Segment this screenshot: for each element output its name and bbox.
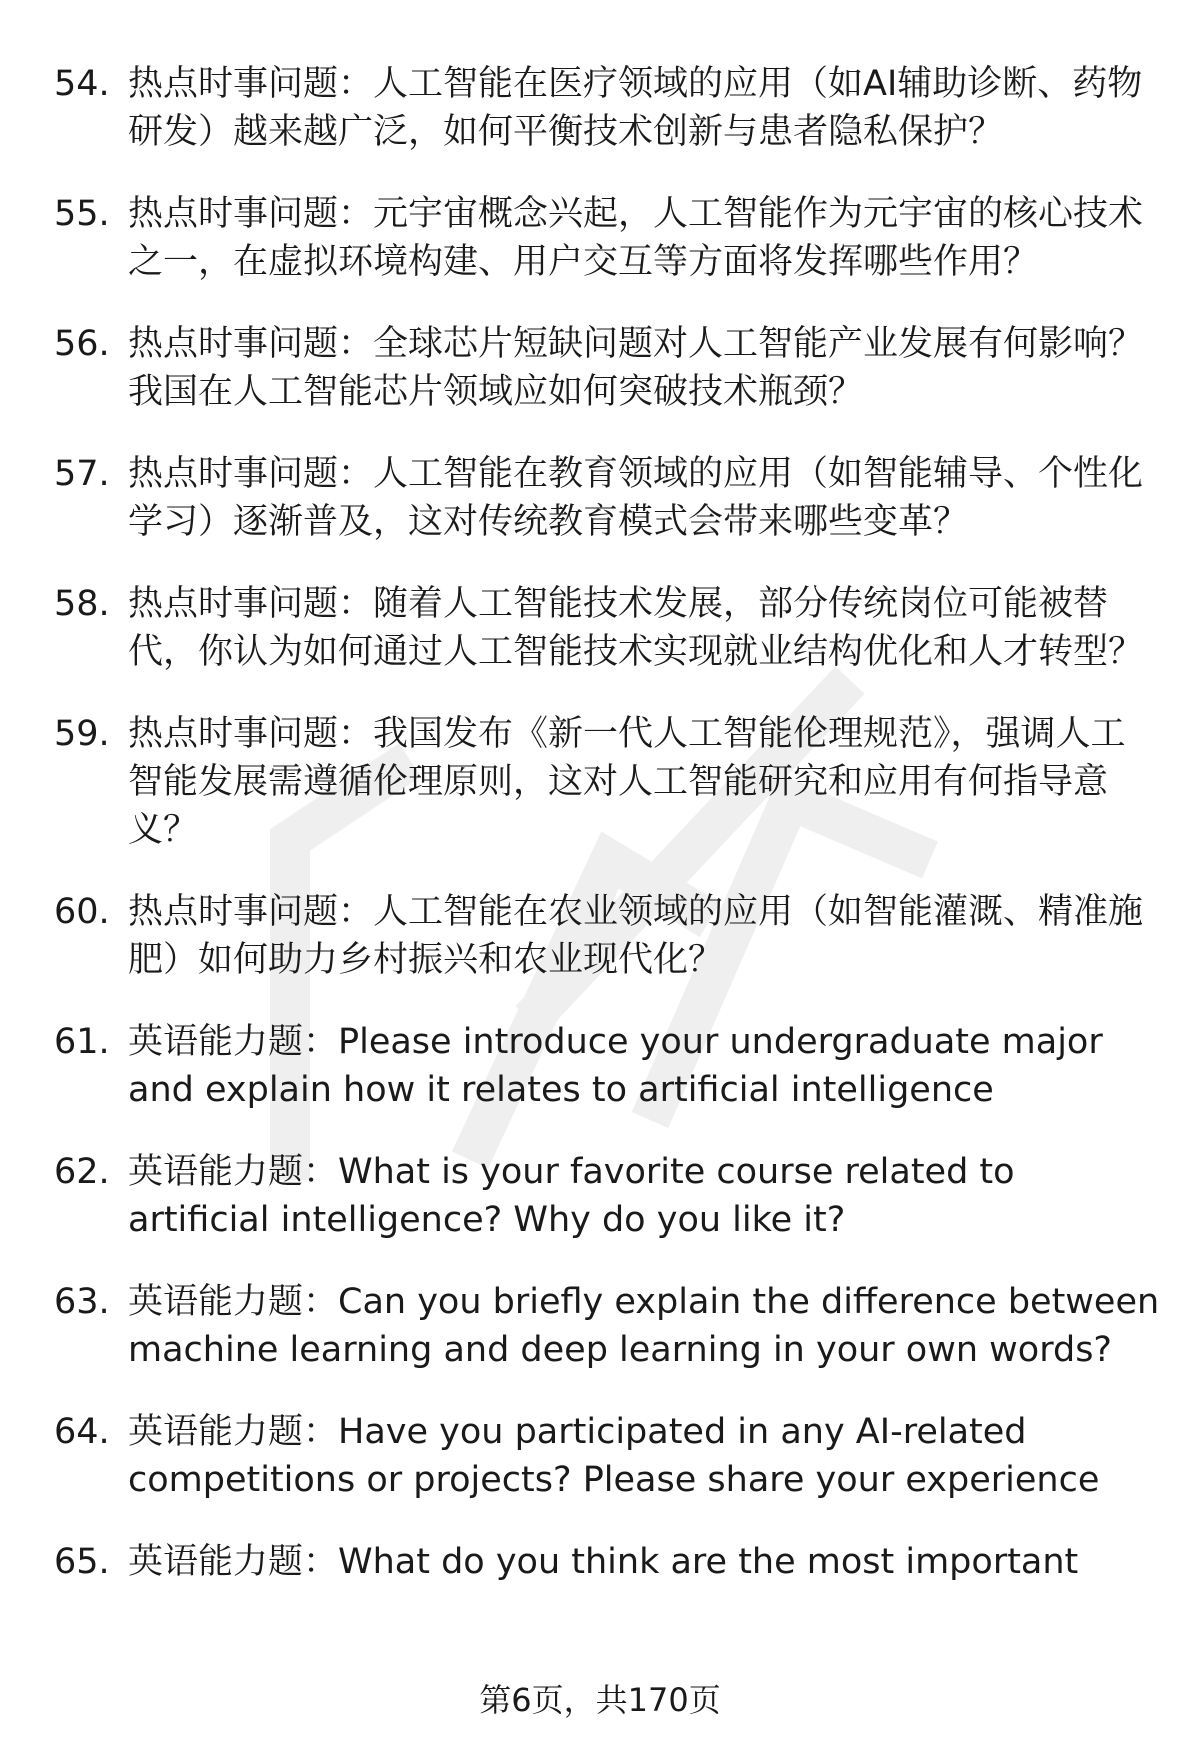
question-item bbox=[0, 450, 1200, 546]
question-text: 热点时事问题：人工智能在农业领域的应用（如智能灌溉、精准施肥）如何助力乡村振兴和农业现代化？ bbox=[128, 892, 1144, 980]
question-item bbox=[0, 1278, 1200, 1374]
question-text: 热点时事问题：人工智能在教育领域的应用（如智能辅导、个性化学习）逐渐普及，这对传统教育模式会带来哪些变革？ bbox=[128, 454, 1144, 542]
page-number-label: 第6页，共170页 bbox=[479, 1681, 721, 1719]
question-list bbox=[0, 60, 1200, 1586]
question-text: 热点时事问题：全球芯片短缺问题对人工智能产业发展有何影响？我国在人工智能芯片领域应如何突破技术瓶颈？ bbox=[128, 324, 1144, 412]
question-number: 62. bbox=[54, 1152, 110, 1192]
question-text: 英语能力题：What do you think are the most important bbox=[128, 1542, 1079, 1582]
question-text: 英语能力题：Can you briefly explain the difference between machine learning and deep learning in your own words? bbox=[128, 1282, 1160, 1370]
question-number: 57. bbox=[54, 454, 110, 494]
question-number: 61. bbox=[54, 1022, 110, 1062]
question-number: 64. bbox=[54, 1412, 110, 1452]
question-text: 热点时事问题：我国发布《新一代人工智能伦理规范》，强调人工智能发展需遵循伦理原则，这对人工智能研究和应用有何指导意义？ bbox=[128, 714, 1126, 850]
question-number: 56. bbox=[54, 324, 110, 364]
question-item bbox=[0, 1538, 1200, 1586]
question-number: 55. bbox=[54, 194, 110, 234]
question-item bbox=[0, 1148, 1200, 1244]
question-number: 59. bbox=[54, 714, 110, 754]
question-item bbox=[0, 320, 1200, 416]
question-number: 63. bbox=[54, 1282, 110, 1322]
question-text: 英语能力题：Have you participated in any AI-related competitions or projects? Please share your experience bbox=[128, 1412, 1100, 1500]
question-number: 65. bbox=[54, 1542, 110, 1582]
page-footer bbox=[0, 1678, 1200, 1722]
question-item bbox=[0, 710, 1200, 854]
question-item bbox=[0, 60, 1200, 156]
question-item bbox=[0, 190, 1200, 286]
question-number: 58. bbox=[54, 584, 110, 624]
question-text: 热点时事问题：随着人工智能技术发展，部分传统岗位可能被替代，你认为如何通过人工智能技术实现就业结构优化和人才转型？ bbox=[128, 584, 1144, 672]
question-text: 英语能力题：What is your favorite course related to artificial intelligence? Why do you like it? bbox=[128, 1152, 1015, 1240]
question-number: 60. bbox=[54, 892, 110, 932]
question-number: 54. bbox=[54, 64, 110, 104]
question-text: 英语能力题：Please introduce your undergraduate major and explain how it relates to artificial intelligence bbox=[128, 1022, 1103, 1110]
question-item bbox=[0, 580, 1200, 676]
question-item bbox=[0, 888, 1200, 984]
question-text: 热点时事问题：元宇宙概念兴起，人工智能作为元宇宙的核心技术之一，在虚拟环境构建、用户交互等方面将发挥哪些作用？ bbox=[128, 194, 1144, 282]
question-text: 热点时事问题：人工智能在医疗领域的应用（如AI辅助诊断、药物研发）越来越广泛，如何平衡技术创新与患者隐私保护？ bbox=[128, 64, 1143, 152]
question-item bbox=[0, 1018, 1200, 1114]
question-item bbox=[0, 1408, 1200, 1504]
